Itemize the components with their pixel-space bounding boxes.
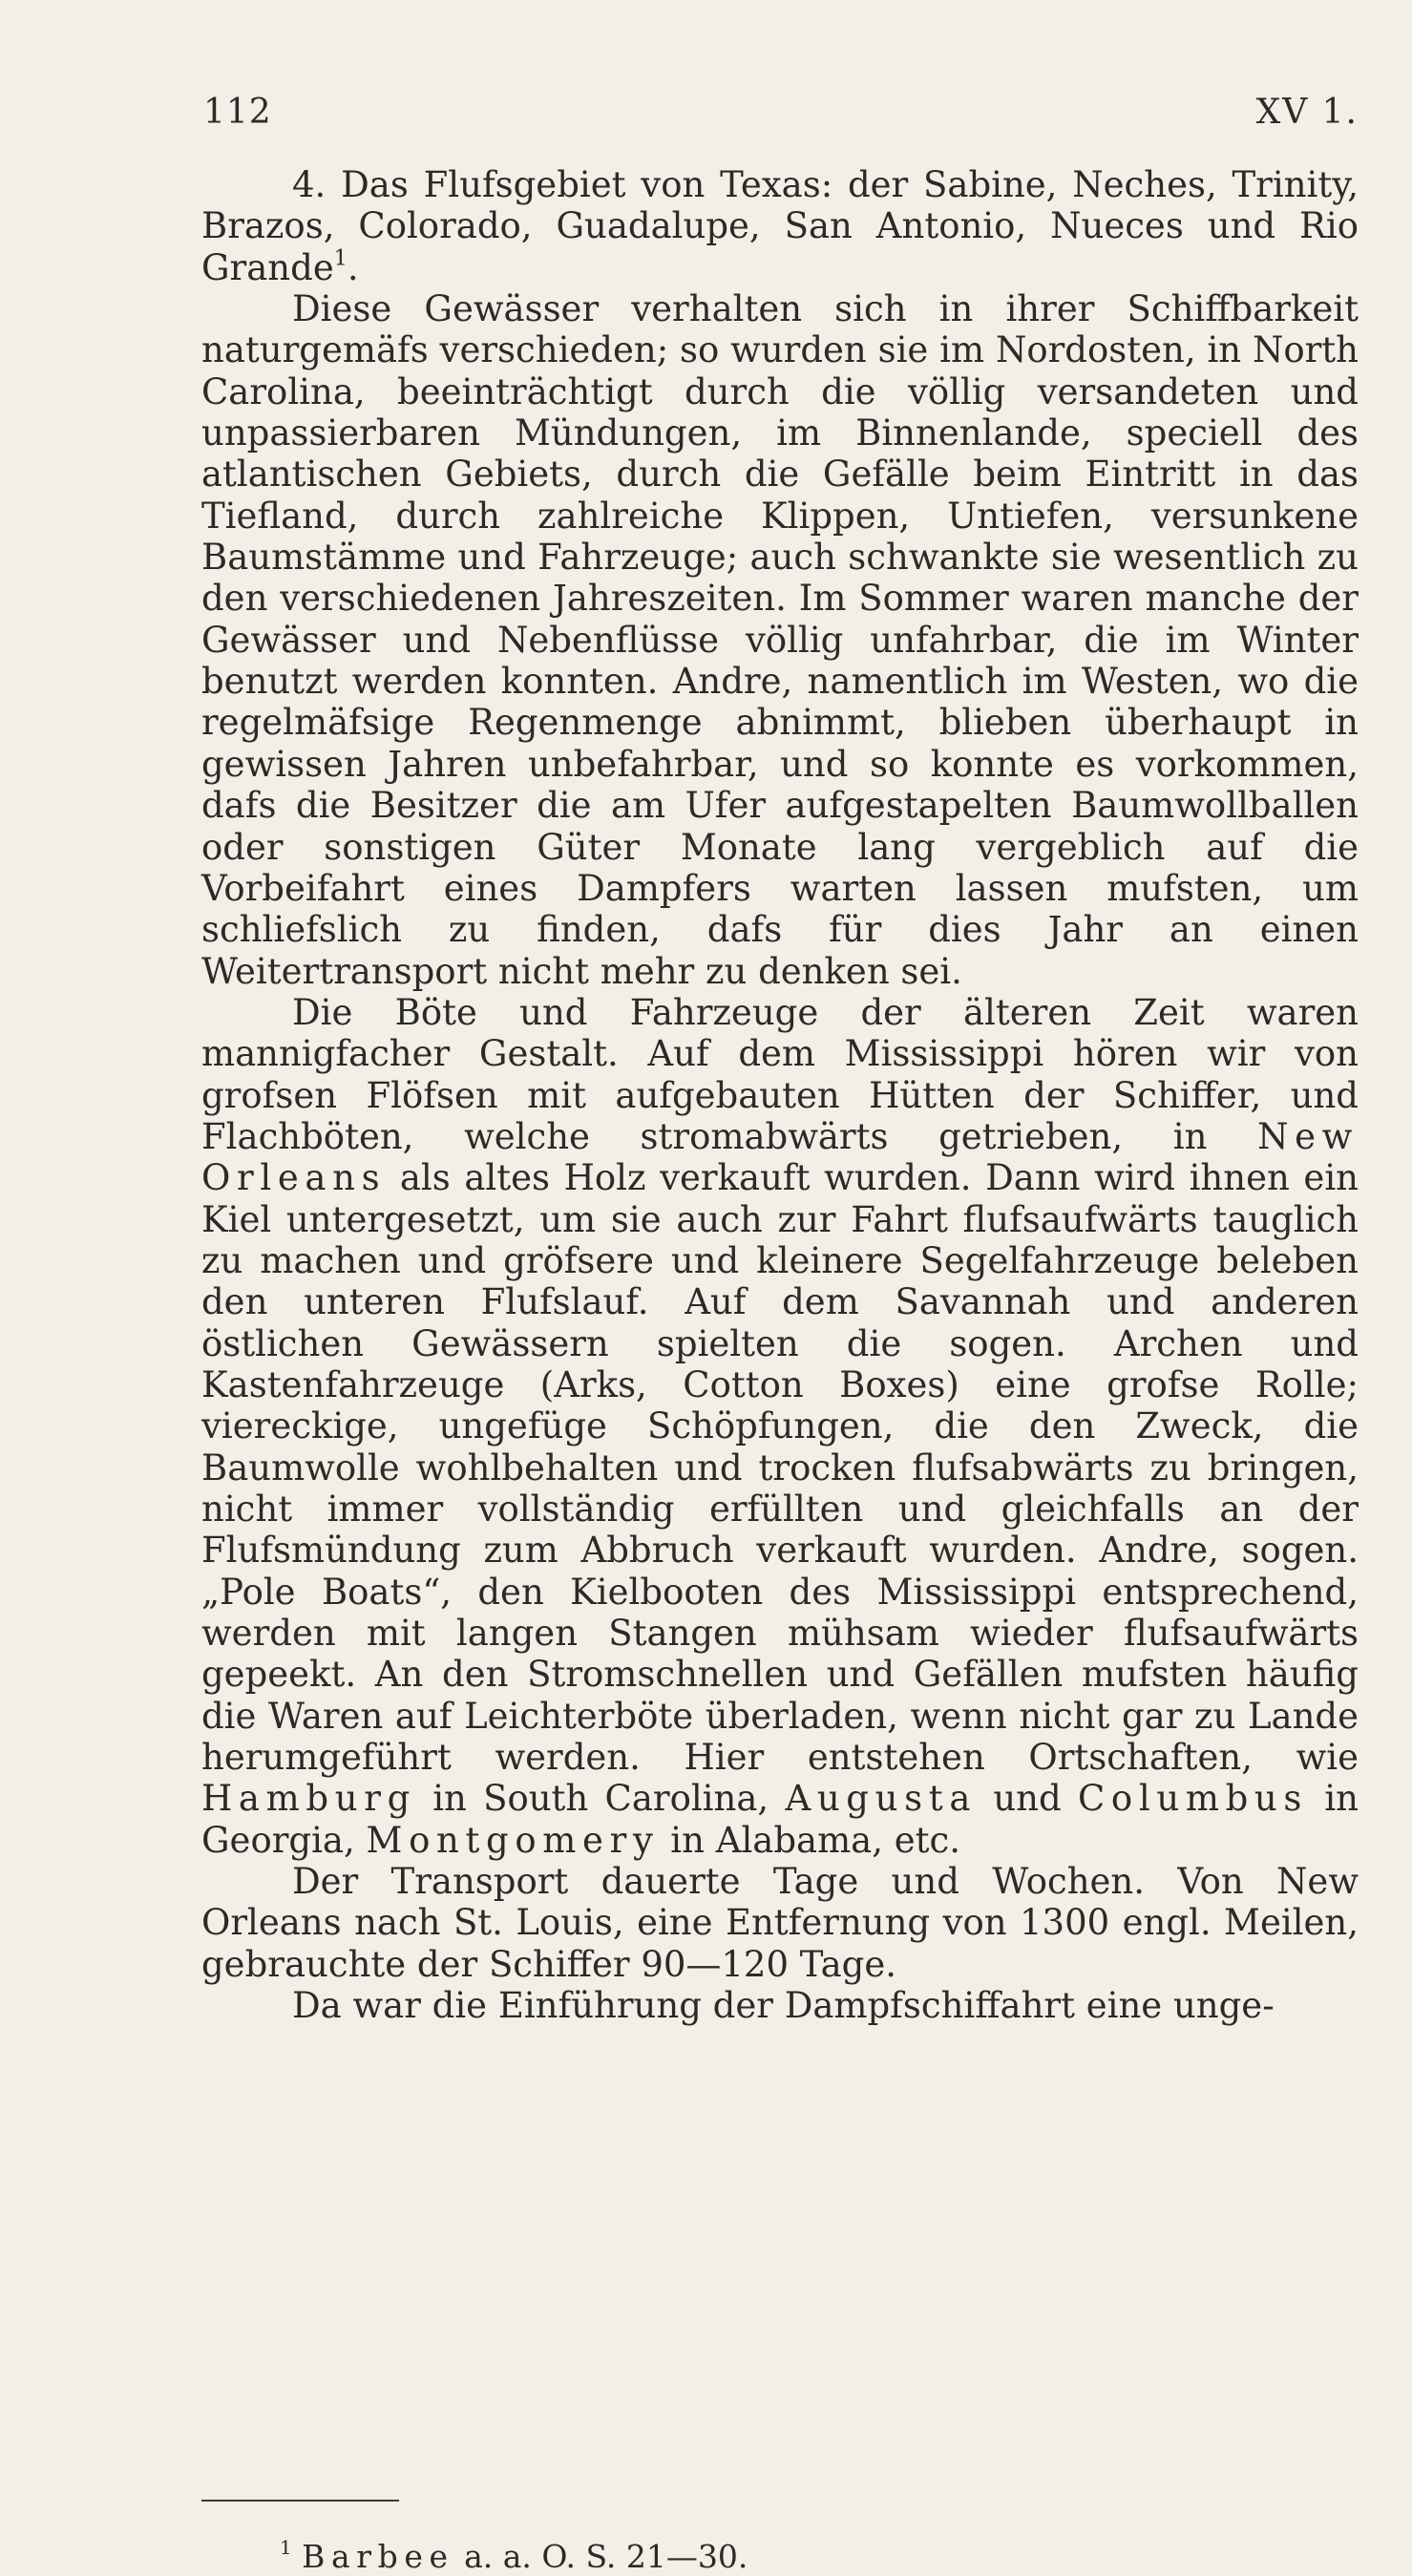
- paragraph-texas-river-basin: [201, 164, 1359, 288]
- footnote-marker: 1: [280, 2537, 292, 2560]
- paragraph-text: .: [347, 246, 359, 288]
- paragraph-navigability: Diese Gewässer verhalten sich in ihrer Schiffbarkeit naturgemäfs verschieden; so wurden sie im Nordosten, in North Carolina, beeinträchtigt durch die völlig versandeten und unpassierbaren Mündungen, im Binnenlande, speciell des atlantischen Gebiets, durch die Gefälle beim Eintritt in das Tiefland, durch zahlreiche Klippen, Untiefen, versunkene Baumstämme und Fahrzeuge; auch schwankte sie wesentlich zu den verschiedenen Jahreszeiten. Im Sommer waren manche der Gewässer und Nebenflüsse völlig unfahrbar, die im Winter benutzt werden konnten. Andre, namentlich im Westen, wo die regelmäfsige Regenmenge abnimmt, blieben überhaupt in gewissen Jahren unbefahrbar, und so konnte es vorkommen, dafs die Besitzer die am Ufer aufgestapelten Baumwollballen oder sonstigen Güter Monate lang vergeblich auf die Vorbeifahrt eines Dampfers warten lassen mufsten, um schliefslich zu finden, dafs für dies Jahr an einen Weitertransport nicht mehr zu denken sei.: [201, 288, 1359, 992]
- paragraph-text: Die Böte und Fahrzeuge der älteren Zeit waren mannigfacher Gestalt. Auf dem Mississippi hören wir von grofsen Flöfsen mit aufgebauten Hütten der Schiffer, und Flachböten, welche stromabwärts getrieben, in: [201, 991, 1359, 1157]
- place-name: New Orleans: [201, 1115, 1359, 1199]
- page-number: 112: [203, 93, 272, 132]
- paragraph-text: als altes Holz verkauft wurden. Dann wird ihnen ein Kiel untergesetzt, um sie auch zur Fahrt flufsaufwärts tauglich zu machen und gröfsere und kleinere Segelfahrzeuge beleben den unteren Flufslauf. Auf dem Savannah und anderen östlichen Gewässern spielten die sogen. Archen und Kastenfahrzeuge (Arks, Cotton Boxes) eine grofse Rolle; viereckige, ungefüge Schöpfungen, die den Zweck, die Baumwolle wohlbehalten und trocken flufsabwärts zu bringen, nicht immer vollständig erfüllten und gleichfalls an der Flufsmündung zum Abbruch verkauft wurden. Andre, sogen. „Pole Boats“, den Kielbooten des Mississippi entsprechend, werden mit langen Stangen mühsam wieder flufsaufwärts gepeekt. An den Stromschnellen und Gefällen mufsten häufig die Waren auf Leichterböte überladen, wenn nicht gar zu Lande herumgeführt werden. Hier entstehen Ortschaften, wie: [201, 1157, 1359, 1779]
- place-name: Hamburg: [201, 1778, 416, 1820]
- section-signature: XV 1.: [1255, 93, 1359, 132]
- place-name: Columbus: [1077, 1778, 1309, 1820]
- paragraph-text: in Alabama, etc.: [670, 1819, 960, 1861]
- footnote-divider: [201, 2500, 399, 2502]
- footnote-citation: a. a. O. S. 21—30.: [464, 2538, 748, 2575]
- paragraph-text: in Georgia,: [201, 1778, 1359, 1861]
- paragraph-steamships: Da war die Einführung der Dampfschiffahrt eine unge-: [292, 1985, 1275, 2027]
- paragraph-boats: [201, 992, 1359, 1861]
- main-text: [201, 164, 1359, 2026]
- place-name: Montgomery: [366, 1819, 660, 1861]
- footnote-author: Barbee: [302, 2538, 454, 2575]
- paragraph-text: in South Carolina,: [432, 1778, 769, 1820]
- footnote: [280, 2538, 748, 2576]
- place-name: Augusta: [785, 1778, 978, 1820]
- paragraph-text: und: [993, 1778, 1062, 1820]
- paragraph-transport-duration: Der Transport dauerte Tage und Wochen. Von New Orleans nach St. Louis, eine Entfernung von 1300 engl. Meilen, gebrauchte der Schiffer 90—120 Tage.: [201, 1861, 1359, 1985]
- footnote-reference: 1: [333, 245, 348, 271]
- paragraph-text: 4. Das Flufsgebiet von Texas: der Sabine, Neches, Trinity, Brazos, Colorado, Guadalupe, San Antonio, Nueces und Rio Grande: [201, 164, 1359, 288]
